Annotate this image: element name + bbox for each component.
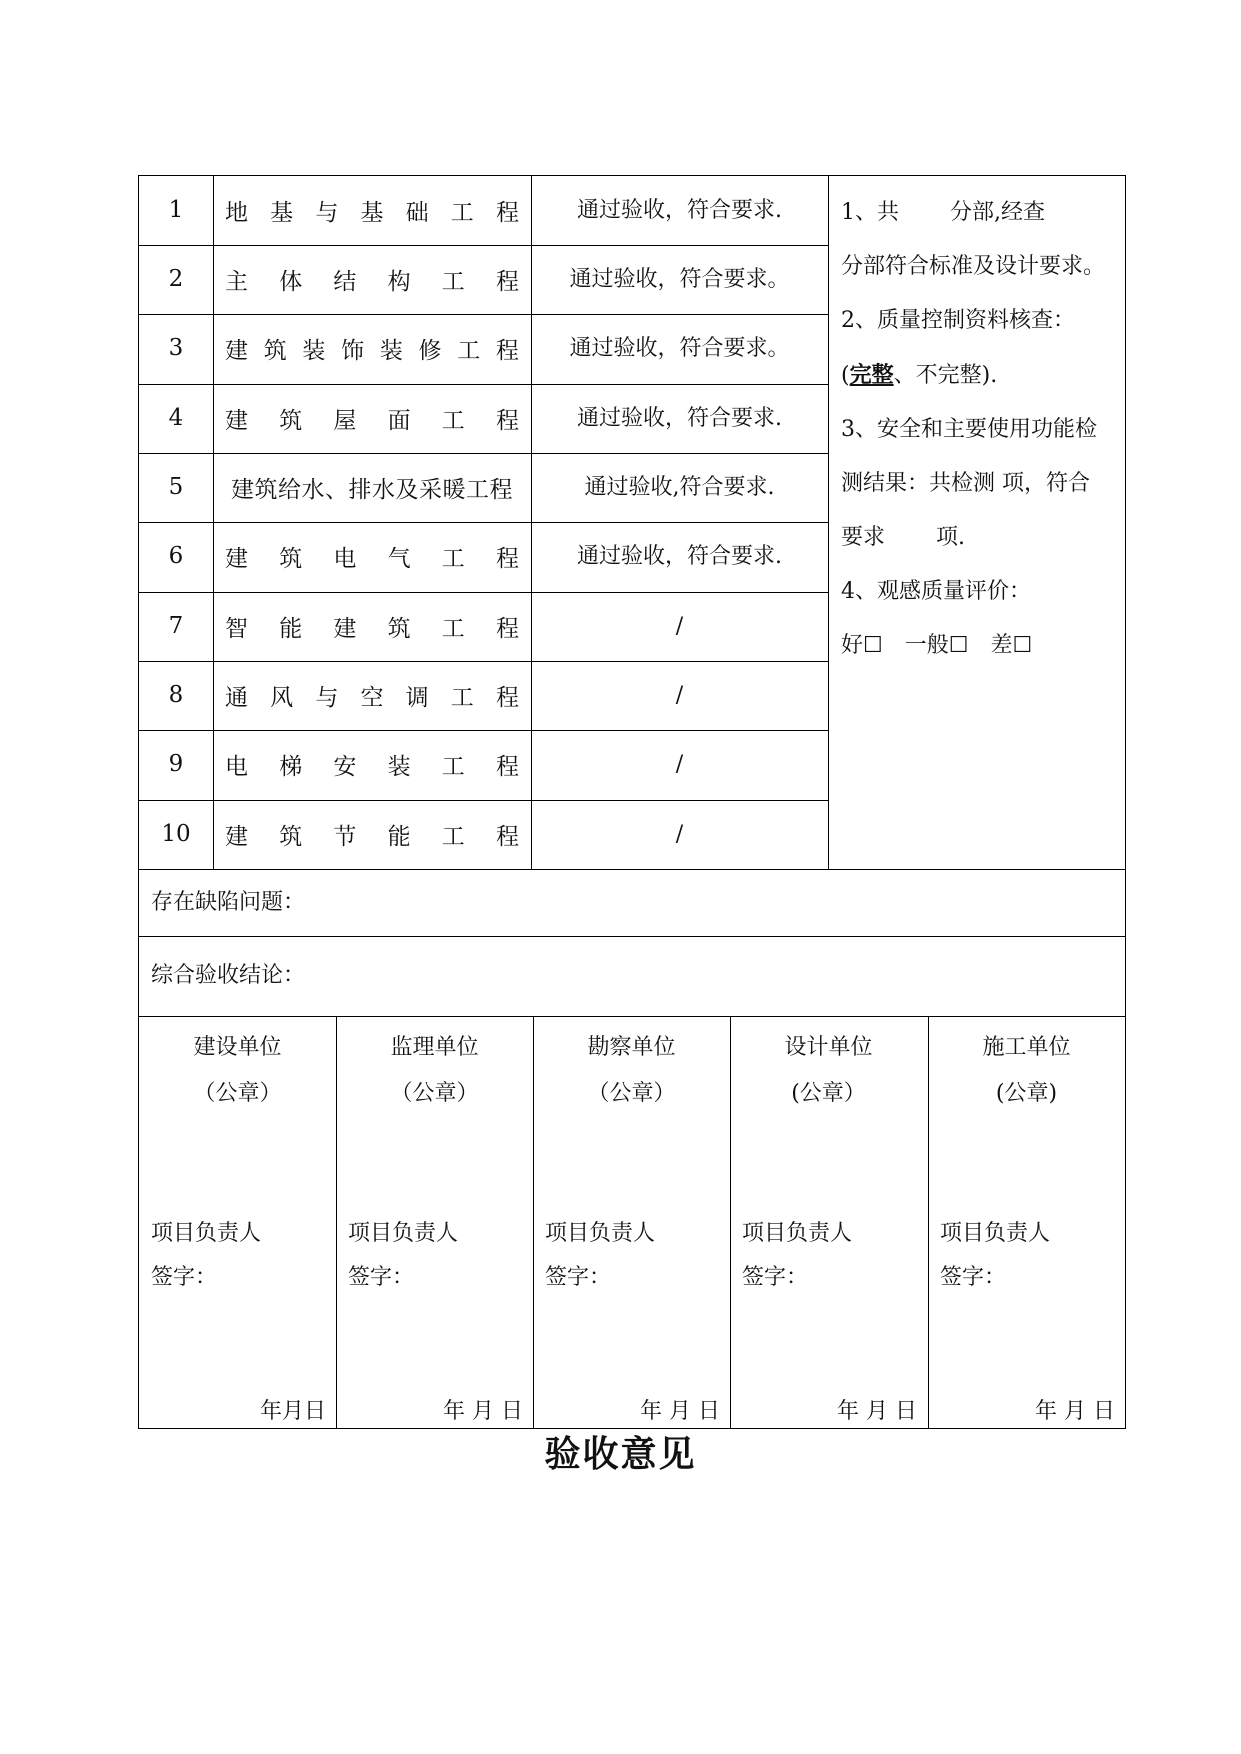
work-item-char: 安: [333, 754, 357, 780]
work-item-char: 建: [225, 408, 248, 434]
row-number: 5: [168, 474, 184, 500]
work-item-char: 筑: [279, 408, 303, 434]
work-item-char: 空: [360, 685, 384, 711]
note-line-1: 1、共 分部,经查: [841, 200, 1045, 225]
work-item-char: 程: [495, 200, 519, 226]
work-item-char: 程: [495, 546, 519, 572]
work-item-char: 建: [333, 616, 357, 642]
conclusion-label: 综合验收结论：: [151, 963, 306, 988]
inspection-result: /: [675, 752, 684, 777]
work-item-char: 程: [495, 269, 519, 295]
unit-date: 年 月 日: [640, 1399, 720, 1424]
row-number: 8: [168, 682, 184, 708]
work-item-char: 程: [495, 408, 519, 434]
work-item-char: 工: [441, 616, 465, 642]
work-item-char: 程: [495, 754, 519, 780]
work-item-char: 装: [379, 338, 403, 364]
work-item-char: 梯: [279, 754, 303, 780]
work-item-char: 筑: [387, 616, 411, 642]
summary-notes: [841, 186, 1125, 673]
unit-date: 年 月 日: [1035, 1399, 1115, 1424]
work-item-name: [213, 522, 531, 591]
inspection-result: /: [675, 683, 684, 708]
unit-date: 年月日: [259, 1399, 326, 1424]
work-item-char: 电: [225, 754, 248, 780]
unit-seal: （公章）: [193, 1081, 282, 1106]
work-item-char: 筑: [263, 338, 287, 364]
unit-signature[interactable]: 签字：: [348, 1265, 415, 1290]
unit-signature[interactable]: 签字：: [151, 1265, 218, 1290]
note-line-2: 分部符合标准及设计要求。: [841, 254, 1106, 279]
note-line-3: 2、质量控制资料核查：: [841, 308, 1075, 333]
unit-title: 施工单位: [982, 1035, 1071, 1060]
row-number: 4: [168, 405, 184, 431]
row-number: 7: [168, 613, 184, 639]
unit-seal: (公章）: [791, 1081, 866, 1106]
work-item-name: [213, 730, 531, 799]
work-item-char: 工: [450, 200, 474, 226]
work-item-char: 风: [270, 685, 294, 711]
row-number: 10: [161, 821, 191, 847]
work-item-char: 地: [225, 200, 248, 226]
work-item-char: 础: [405, 200, 429, 226]
work-item-name: [213, 176, 531, 245]
note-line-7: 要求 项.: [841, 525, 965, 550]
unit-seal: （公章）: [390, 1081, 479, 1106]
row-number: 3: [168, 335, 184, 361]
unit-signature[interactable]: 签字：: [940, 1265, 1007, 1290]
work-item-char: 工: [441, 546, 465, 572]
unit-date: 年 月 日: [443, 1399, 523, 1424]
work-item-char: 建: [225, 546, 248, 572]
note-paren: (: [841, 363, 850, 388]
work-item-name: [213, 800, 531, 869]
work-item-char: 智: [225, 616, 248, 642]
row-number: 2: [168, 266, 184, 292]
unit-project-lead: 项目负责人: [940, 1221, 1051, 1246]
unit-survey: [533, 1016, 730, 1428]
work-item-char: 基: [360, 200, 384, 226]
unit-project-lead: 项目负责人: [742, 1221, 853, 1246]
acceptance-table: [138, 175, 1126, 1429]
work-item-name: [213, 661, 531, 730]
unit-title: 设计单位: [784, 1035, 873, 1060]
work-item-char: 饰: [341, 338, 365, 364]
quality-rating-options[interactable]: 好☐ 一般☐ 差☐: [841, 633, 1033, 658]
work-item-name: 建筑给水、排水及采暖工程: [231, 477, 513, 503]
work-item-char: 装: [387, 754, 411, 780]
unit-supervision: [336, 1016, 533, 1428]
unit-construction-owner: [139, 1016, 336, 1428]
unit-project-lead: 项目负责人: [545, 1221, 656, 1246]
work-item-name: [213, 245, 531, 314]
work-item-name: [213, 384, 531, 453]
unit-signature[interactable]: 签字：: [742, 1265, 809, 1290]
note-line-8: 4、观感质量评价：: [841, 579, 1031, 604]
work-item-char: 结: [333, 269, 357, 295]
page-title: 验收意见: [544, 1433, 697, 1475]
work-item-char: 建: [225, 824, 248, 850]
work-item-char: 构: [387, 269, 411, 295]
work-item-char: 工: [441, 269, 465, 295]
inspection-result: 通过验收，符合要求.: [577, 544, 782, 569]
work-item-char: 能: [279, 616, 303, 642]
unit-title: 勘察单位: [587, 1035, 676, 1060]
work-item-char: 程: [495, 685, 519, 711]
inspection-result: 通过验收，符合要求.: [577, 198, 782, 223]
work-item-char: 与: [315, 200, 339, 226]
work-item-char: 程: [495, 824, 519, 850]
work-item-name: [213, 314, 531, 383]
work-item-char: 程: [495, 338, 519, 364]
unit-signature[interactable]: 签字：: [545, 1265, 612, 1290]
work-item-char: 工: [441, 824, 465, 850]
work-item-char: 工: [457, 338, 481, 364]
work-item-char: 基: [270, 200, 294, 226]
work-item-char: 修: [418, 338, 442, 364]
work-item-char: 能: [387, 824, 411, 850]
row-number: 1: [168, 197, 184, 223]
work-item-char: 工: [450, 685, 474, 711]
work-item-char: 调: [405, 685, 429, 711]
incomplete-option: 、不完整).: [893, 363, 998, 388]
complete-option: 完整: [849, 362, 894, 388]
inspection-result: /: [675, 614, 684, 639]
work-item-char: 主: [225, 269, 248, 295]
work-item-char: 通: [225, 685, 248, 711]
unit-seal: （公章）: [587, 1081, 676, 1106]
work-item-char: 屋: [333, 408, 357, 434]
work-item-char: 面: [387, 408, 411, 434]
work-item-char: 电: [333, 546, 357, 572]
unit-title: 建设单位: [193, 1035, 282, 1060]
note-line-6: 测结果：共检测 项，符合: [841, 471, 1090, 496]
unit-contractor: [928, 1016, 1125, 1428]
work-item-char: 工: [441, 754, 465, 780]
inspection-result: 通过验收，符合要求.: [577, 406, 782, 431]
work-item-char: 装: [302, 338, 326, 364]
work-item-char: 工: [441, 408, 465, 434]
work-item-char: 建: [225, 338, 248, 364]
unit-seal: (公章): [995, 1081, 1058, 1106]
unit-project-lead: 项目负责人: [348, 1221, 459, 1246]
work-item-name: [213, 592, 531, 661]
unit-design: [730, 1016, 927, 1428]
work-item-char: 程: [495, 616, 519, 642]
work-item-char: 体: [279, 269, 303, 295]
unit-project-lead: 项目负责人: [151, 1221, 262, 1246]
row-number: 9: [168, 751, 184, 777]
unit-title: 监理单位: [390, 1035, 479, 1060]
row-number: 6: [168, 543, 184, 569]
work-item-char: 筑: [279, 824, 303, 850]
work-item-char: 筑: [279, 546, 303, 572]
note-line-5: 3、安全和主要使用功能检: [841, 417, 1097, 442]
work-item-char: 节: [333, 824, 357, 850]
inspection-result: 通过验收，符合要求。: [569, 336, 790, 361]
defects-label: 存在缺陷问题：: [151, 890, 306, 915]
inspection-result: 通过验收，符合要求。: [569, 267, 790, 292]
unit-date: 年 月 日: [837, 1399, 917, 1424]
work-item-char: 与: [315, 685, 339, 711]
work-item-char: 气: [387, 546, 411, 572]
inspection-result: 通过验收,符合要求.: [584, 475, 775, 500]
inspection-result: /: [675, 822, 684, 847]
note-line-4: [841, 348, 1125, 403]
